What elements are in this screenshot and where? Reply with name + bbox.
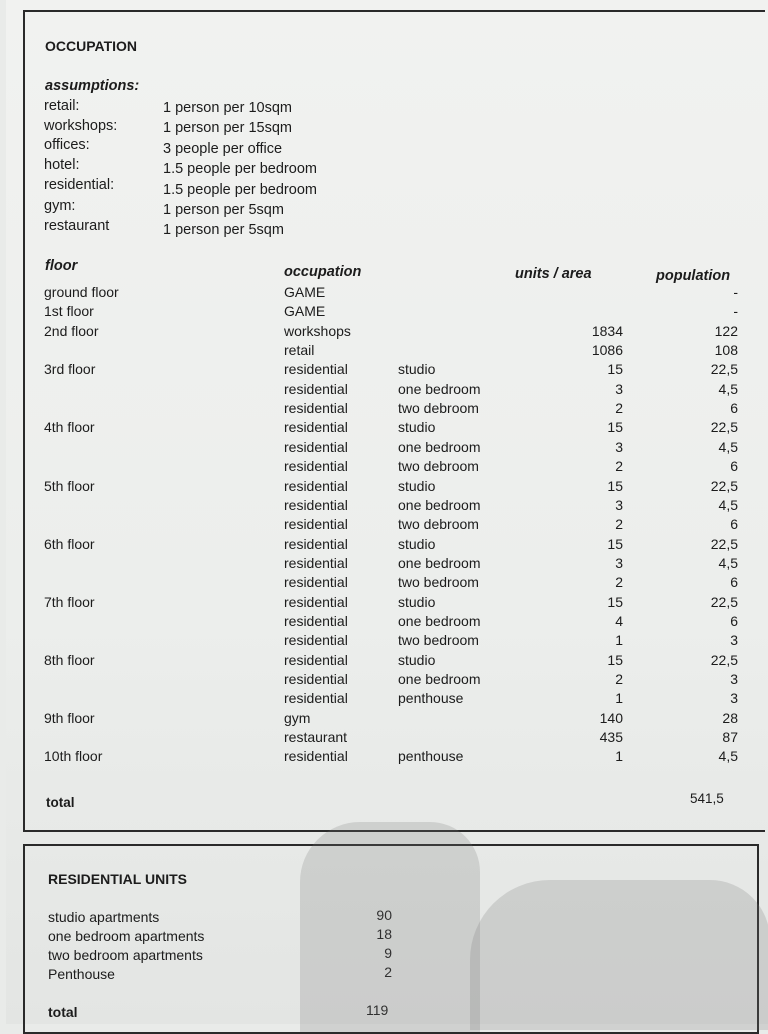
population-cell: 4,5 (718, 439, 738, 455)
unit-type-cell: two bedroom (398, 574, 479, 590)
units-area-cell: 140 (599, 710, 623, 726)
table-row (0, 439, 768, 458)
table-row (0, 303, 768, 322)
table-row (0, 632, 768, 651)
population-cell: 122 (714, 323, 738, 339)
table-row (0, 748, 768, 767)
table-row (0, 478, 768, 497)
table-row (0, 516, 768, 535)
unit-type-cell: one bedroom (398, 671, 481, 687)
population-cell: 6 (730, 516, 738, 532)
table-row (0, 613, 768, 632)
occupation-cell: residential (284, 536, 348, 552)
table-row (0, 381, 768, 400)
floor-cell: 8th floor (44, 652, 95, 668)
table-row (0, 671, 768, 690)
assumption-value: 1 person per 10sqm (163, 100, 292, 116)
unit-type-cell: penthouse (398, 690, 464, 706)
units-area-cell: 4 (615, 613, 623, 629)
units-area-cell: 3 (615, 439, 623, 455)
occupation-cell: residential (284, 516, 348, 532)
units-area-cell: 1 (615, 632, 623, 648)
units-area-cell: 1 (615, 748, 623, 764)
floor-cell: 2nd floor (44, 323, 99, 339)
population-cell: 4,5 (718, 381, 738, 397)
population-cell: 3 (730, 690, 738, 706)
floor-cell: 3rd floor (44, 361, 96, 377)
occupation-cell: residential (284, 748, 348, 764)
assumption-label: residential: (44, 177, 115, 193)
floor-cell: ground floor (44, 284, 119, 300)
table-row (0, 284, 768, 303)
population-cell: - (733, 303, 738, 319)
occupation-cell: residential (284, 690, 348, 706)
units-area-cell: 2 (615, 671, 623, 687)
population-cell: 4,5 (718, 497, 738, 513)
occupation-cell: workshops (284, 323, 351, 339)
table-row (0, 400, 768, 419)
unit-type-cell: studio (398, 478, 436, 494)
population-cell: 22,5 (710, 594, 738, 610)
residential-unit-count: 90 (376, 907, 392, 923)
header-population: population (656, 268, 731, 284)
assumption-label: gym: (44, 198, 76, 214)
units-area-cell: 2 (615, 574, 623, 590)
header-occupation: occupation (284, 264, 362, 280)
floor-cell: 6th floor (44, 536, 95, 552)
units-area-cell: 1834 (591, 323, 623, 339)
population-cell: 6 (730, 400, 738, 416)
residential-unit-count: 9 (384, 945, 392, 961)
unit-type-cell: two bedroom (398, 632, 479, 648)
floor-cell: 7th floor (44, 594, 95, 610)
population-cell: 108 (714, 342, 738, 358)
occupation-cell: gym (284, 710, 311, 726)
units-area-cell: 15 (607, 419, 623, 435)
units-area-cell: 2 (615, 458, 623, 474)
occupation-cell: retail (284, 342, 315, 358)
unit-type-cell: one bedroom (398, 497, 481, 513)
population-cell: 4,5 (718, 555, 738, 571)
residential-unit-label: one bedroom apartments (48, 928, 205, 944)
occupation-cell: residential (284, 652, 348, 668)
assumption-label: workshops: (44, 118, 118, 134)
unit-type-cell: two debroom (398, 516, 479, 532)
table-row (0, 594, 768, 613)
occupation-title: OCCUPATION (45, 38, 138, 54)
assumption-value: 1.5 people per bedroom (163, 182, 317, 198)
units-area-cell: 15 (607, 361, 623, 377)
population-cell: 6 (730, 574, 738, 590)
population-cell: 28 (722, 710, 738, 726)
units-area-cell: 3 (615, 555, 623, 571)
table-row (0, 574, 768, 593)
unit-type-cell: studio (398, 652, 436, 668)
population-cell: 22,5 (710, 478, 738, 494)
population-cell: 87 (722, 729, 738, 745)
floor-cell: 1st floor (44, 303, 94, 319)
occupation-cell: residential (284, 574, 348, 590)
table-row (0, 323, 768, 342)
table-row (0, 690, 768, 709)
occupation-cell: residential (284, 613, 348, 629)
table-row (0, 342, 768, 361)
header-units-area: units / area (515, 266, 592, 282)
residential-unit-count: 2 (384, 964, 392, 980)
table-row (0, 729, 768, 748)
table-row (0, 419, 768, 438)
occupation-cell: residential (284, 632, 348, 648)
unit-type-cell: one bedroom (398, 613, 481, 629)
assumption-label: restaurant (44, 218, 110, 234)
units-area-cell: 15 (607, 594, 623, 610)
units-area-cell: 1 (615, 690, 623, 706)
unit-type-cell: two debroom (398, 400, 479, 416)
assumption-label: offices: (44, 137, 90, 153)
unit-type-cell: one bedroom (398, 555, 481, 571)
units-area-cell: 3 (615, 381, 623, 397)
occupation-cell: residential (284, 555, 348, 571)
unit-type-cell: studio (398, 536, 436, 552)
units-area-cell: 1086 (591, 342, 623, 358)
occupation-cell: residential (284, 439, 348, 455)
occupation-cell: residential (284, 400, 348, 416)
population-cell: - (733, 284, 738, 300)
floor-cell: 9th floor (44, 710, 95, 726)
occupation-cell: residential (284, 594, 348, 610)
unit-type-cell: penthouse (398, 748, 464, 764)
unit-type-cell: studio (398, 419, 436, 435)
occupation-total-value: 541,5 (690, 791, 724, 806)
table-row (0, 497, 768, 516)
assumption-value: 1 person per 5sqm (163, 202, 284, 218)
occupation-cell: residential (284, 478, 348, 494)
occupation-cell: residential (284, 497, 348, 513)
residential-unit-label: Penthouse (48, 966, 115, 982)
occupation-cell: residential (284, 419, 348, 435)
occupation-cell: residential (284, 671, 348, 687)
assumption-value: 1.5 people per bedroom (163, 161, 317, 177)
population-cell: 6 (730, 613, 738, 629)
residential-unit-label: two bedroom apartments (48, 947, 203, 963)
table-row (0, 710, 768, 729)
unit-type-cell: one bedroom (398, 439, 481, 455)
table-row (0, 536, 768, 555)
units-area-cell: 3 (615, 497, 623, 513)
occupation-total-label: total (46, 795, 75, 810)
units-area-cell: 15 (607, 536, 623, 552)
floor-cell: 5th floor (44, 478, 95, 494)
units-area-cell: 2 (615, 516, 623, 532)
assumptions-heading: assumptions: (45, 78, 140, 94)
assumption-value: 1 person per 5sqm (163, 222, 284, 238)
header-floor: floor (45, 258, 78, 274)
unit-type-cell: studio (398, 361, 436, 377)
assumption-label: hotel: (44, 157, 80, 173)
assumption-label: retail: (44, 98, 80, 114)
floor-cell: 10th floor (44, 748, 103, 764)
occupation-cell: GAME (284, 284, 326, 300)
unit-type-cell: two debroom (398, 458, 479, 474)
population-cell: 3 (730, 671, 738, 687)
population-cell: 22,5 (710, 419, 738, 435)
population-cell: 22,5 (710, 652, 738, 668)
units-area-cell: 15 (607, 652, 623, 668)
occupation-cell: GAME (284, 303, 326, 319)
table-row (0, 458, 768, 477)
residential-unit-label: studio apartments (48, 909, 160, 925)
assumption-value: 1 person per 15sqm (163, 120, 292, 136)
residential-unit-count: 18 (376, 926, 392, 942)
population-cell: 4,5 (718, 748, 738, 764)
residential-total-label: total (48, 1004, 78, 1020)
table-row (0, 555, 768, 574)
population-cell: 3 (730, 632, 738, 648)
occupation-cell: residential (284, 458, 348, 474)
units-area-cell: 15 (607, 478, 623, 494)
population-cell: 22,5 (710, 361, 738, 377)
table-row (0, 652, 768, 671)
table-row (0, 361, 768, 380)
population-cell: 22,5 (710, 536, 738, 552)
assumption-value: 3 people per office (163, 141, 283, 157)
units-area-cell: 435 (599, 729, 623, 745)
residential-total-value: 119 (366, 1002, 389, 1018)
occupation-cell: residential (284, 361, 348, 377)
residential-units-title: RESIDENTIAL UNITS (48, 871, 187, 887)
population-cell: 6 (730, 458, 738, 474)
unit-type-cell: studio (398, 594, 436, 610)
occupation-cell: residential (284, 381, 348, 397)
unit-type-cell: one bedroom (398, 381, 481, 397)
units-area-cell: 2 (615, 400, 623, 416)
occupation-cell: restaurant (284, 729, 348, 745)
floor-cell: 4th floor (44, 419, 95, 435)
